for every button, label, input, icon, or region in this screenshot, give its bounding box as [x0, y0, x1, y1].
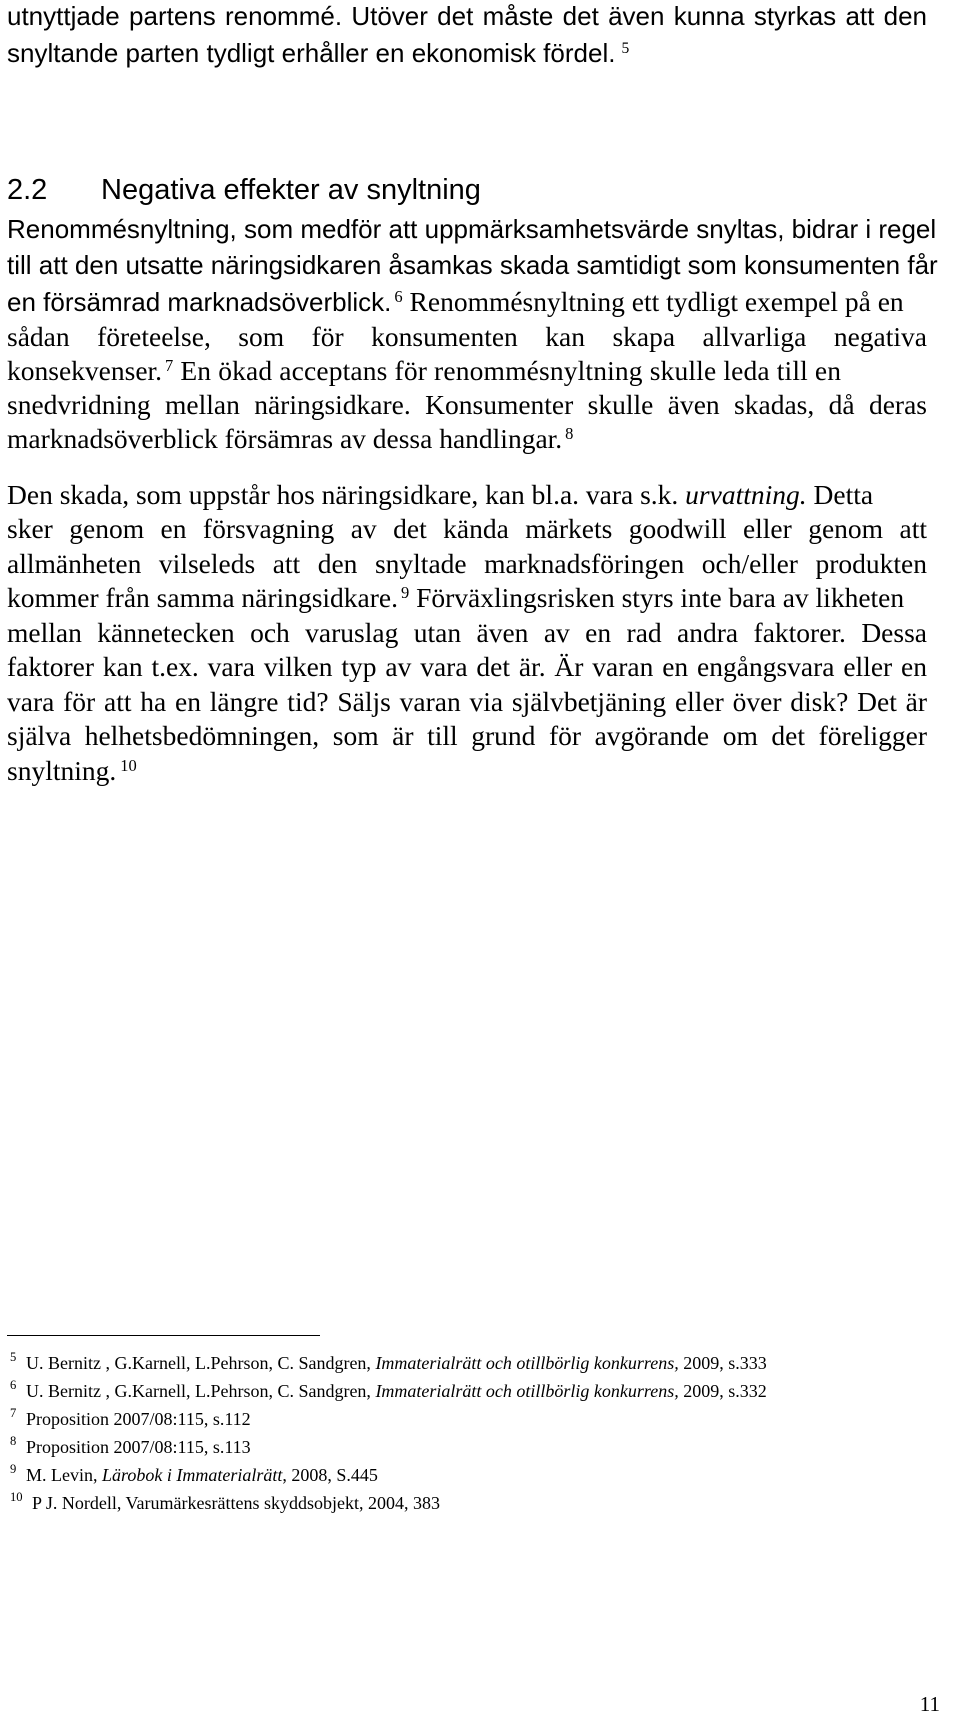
- body-line: mellan kännetecken och varuslag utan även av en rad andra faktorer. Dessa: [7, 617, 927, 648]
- footnote: $^9$ M. Levin, Lärobok i Immaterialrätt, 2008, S.445: [10, 1462, 378, 1485]
- footnote: $^{10}$ P J. Nordell, Varumärkesrättens skyddsobjekt, 2004, 383: [10, 1490, 440, 1513]
- body-line: Renommésnyltning, som medför att uppmärksamhetsvärde snyltas, bidrar i regel: [7, 214, 937, 244]
- footnote-ref[interactable]: 8: [565, 423, 574, 443]
- footnote-ref[interactable]: 7: [165, 355, 174, 375]
- body-line: allmänheten vilseleds att den snyltade marknadsföringen och/eller produkten: [7, 548, 927, 579]
- body-line: snyltning. $^{10}$: [7, 755, 137, 786]
- body-line: till att den utsatte näringsidkaren åsamkas skada samtidigt som konsumenten får: [7, 250, 938, 280]
- section-title: Negativa effekter av snyltning: [101, 174, 481, 206]
- footnote: $^5$ U. Bernitz , G.Karnell, L.Pehrson, C. Sandgren, Immaterialrätt och otillbörlig konkurrens, 2009, s.333: [10, 1350, 767, 1373]
- page-number: 11: [919, 1692, 940, 1716]
- body-line: faktorer kan t.ex. vara vilken typ av vara det är. Är varan en engångsvara eller en: [7, 651, 927, 682]
- body-line: marknadsöverblick försämras av dessa handlingar. $^8$: [7, 423, 574, 454]
- body-line: en försämrad marknadsöverblick. $^6$ Renommésnyltning ett tydligt exempel på en: [7, 286, 904, 317]
- body-line: snedvridning mellan näringsidkare. Konsumenter skulle även skadas, då deras: [7, 389, 927, 420]
- body-line: snyltande parten tydligt erhåller en ekonomisk fördel. $^5$: [7, 38, 630, 68]
- footnote: $^7$ Proposition 2007/08:115, s.112: [10, 1406, 251, 1429]
- body-line: sker genom en försvagning av det kända märkets goodwill eller genom att: [7, 513, 927, 544]
- body-line: sådan företeelse, som för konsumenten kan skapa allvarliga negativa: [7, 321, 927, 352]
- section-number: 2.2: [7, 174, 48, 206]
- footnote-ref[interactable]: 9: [400, 582, 410, 602]
- footnote: $^8$ Proposition 2007/08:115, s.113: [10, 1434, 251, 1457]
- body-line: konsekvenser. $^7$ En ökad acceptans för renommésnyltning skulle leda till en: [7, 355, 842, 386]
- body-line: kommer från samma näringsidkare. $^9$ Förväxlingsrisken styrs inte bara av likheten: [7, 582, 905, 613]
- footnote-ref[interactable]: 10: [120, 755, 137, 775]
- footnote-separator: [7, 1335, 320, 1336]
- footnote-ref[interactable]: 6: [394, 286, 403, 306]
- body-line: Den skada, som uppstår hos näringsidkare, kan bl.a. vara s.k. urvattning. Detta: [7, 479, 874, 510]
- footnote: $^6$ U. Bernitz , G.Karnell, L.Pehrson, C. Sandgren, Immaterialrätt och otillbörlig konkurrens, 2009, s.332: [10, 1378, 767, 1401]
- footnote-ref[interactable]: 5: [621, 40, 630, 58]
- body-line: själva helhetsbedömningen, som är till grund för avgörande om det föreligger: [7, 720, 927, 751]
- body-line: vara för att ha en längre tid? Säljs varan via självbetjäning eller över disk? Det är: [7, 686, 927, 717]
- section-heading: [7, 176, 481, 205]
- body-line: utnyttjade partens renommé. Utöver det måste det även kunna styrkas att den: [7, 1, 927, 31]
